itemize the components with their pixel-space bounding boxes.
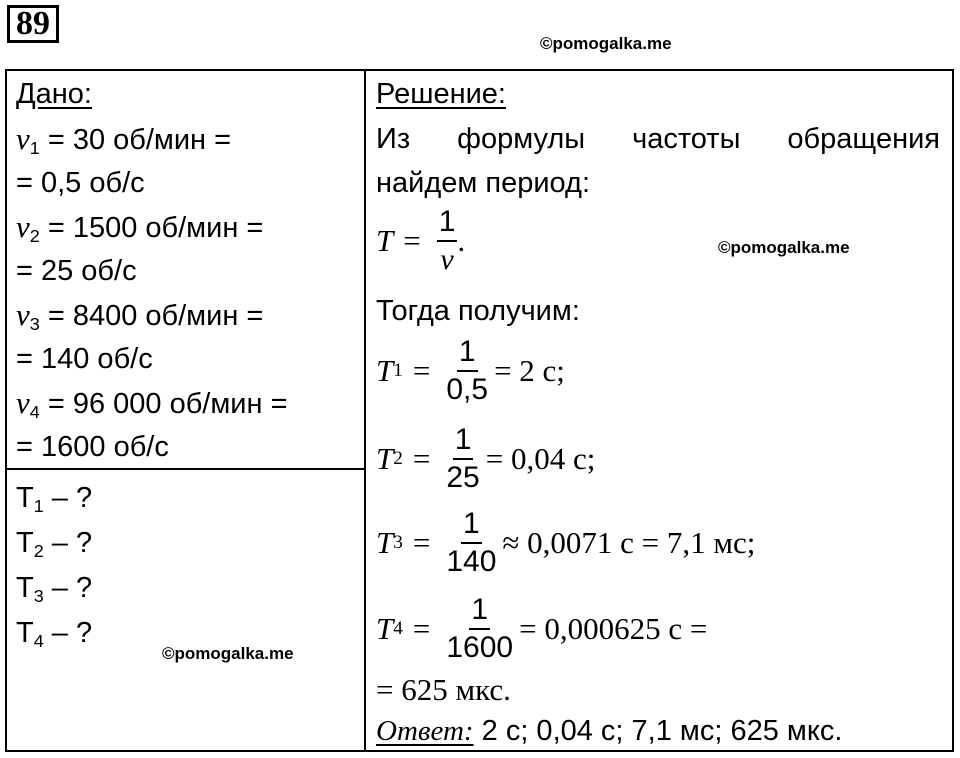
given-line [16, 122, 231, 157]
period-equation: T 4 = $\frac{1}{1600}$ = 0,000625 с = [376, 593, 708, 664]
equation-fraction [446, 422, 479, 496]
equation-fraction [446, 592, 513, 666]
watermark-middle: ©pomogalka.me [718, 238, 850, 257]
period-equation: T 2 = $\frac{1}{25}$ = 0,04 с; [376, 423, 596, 494]
given-text: = 96 000 об/мин = [39, 388, 288, 420]
given-heading: Дано: [16, 78, 92, 110]
solution-heading: Решение: [376, 78, 506, 110]
given-line [16, 210, 263, 245]
equation-result: = 0,04 с; [485, 441, 596, 476]
formula-lhs: T [376, 223, 394, 258]
find-line [16, 571, 92, 605]
given-line [16, 342, 153, 376]
given-line [16, 430, 169, 464]
find-line [16, 526, 92, 560]
equation-lhs: T [376, 441, 394, 476]
equation-lhs: T [376, 611, 394, 646]
find-variable: T [16, 617, 34, 649]
given-text: = 25 об/с [16, 255, 137, 287]
equation-numerator: 1 [457, 334, 478, 372]
given-text: = 1600 об/с [16, 431, 169, 463]
find-variable: T [16, 482, 34, 514]
answer-label: Ответ: [376, 715, 474, 747]
period-equation: T 1 = $\frac{1}{0,5}$ = 2 с; [376, 335, 565, 406]
given-variable: ν [16, 121, 30, 156]
equation-denominator: 1600 [446, 631, 514, 664]
formula-tail: . [457, 223, 466, 258]
equation-equals: = [412, 525, 431, 560]
given-subscript: 2 [29, 226, 40, 247]
equation-fraction [446, 506, 496, 580]
then-line: Тогда получим: [376, 295, 580, 327]
find-text: – ? [43, 572, 93, 604]
given-subscript: 1 [29, 138, 40, 159]
find-subscript: 3 [33, 586, 44, 607]
equation-lhs: T [376, 525, 394, 560]
given-line [16, 298, 263, 333]
column-divider [364, 69, 366, 752]
formula-equals: = [403, 223, 421, 258]
equation-result: = 0,000625 с = [519, 611, 708, 646]
given-line [16, 166, 145, 200]
find-subscript: 1 [33, 496, 44, 517]
equation-fraction [446, 334, 488, 408]
continuation-text: = 625 мкс. [376, 672, 511, 707]
formula-denominator: ν [440, 243, 454, 276]
find-line [16, 481, 92, 515]
formula-fraction [437, 204, 458, 278]
continuation-line [376, 672, 511, 708]
given-line [16, 386, 288, 421]
equation-denominator: 0,5 [446, 373, 489, 406]
equation-result: = 2 с; [494, 353, 565, 388]
equation-numerator: 1 [469, 592, 490, 630]
given-line [16, 254, 137, 288]
solution-intro-line1: Из формулы частоты обращения [376, 123, 940, 155]
watermark-top: ©pomogalka.me [540, 34, 672, 53]
period-equation: T 3 = $\frac{1}{140}$ ≈ 0,0071 с = 7,1 мс; [376, 507, 756, 578]
find-variable: T [16, 527, 34, 559]
equation-denominator: 25 [446, 461, 480, 494]
given-text: = 140 об/с [16, 343, 153, 375]
answer-line [376, 714, 842, 748]
given-text: = 1500 об/мин = [39, 212, 264, 244]
find-subscript: 4 [33, 631, 44, 652]
given-find-divider [5, 468, 366, 470]
find-text: – ? [43, 482, 93, 514]
find-line [16, 616, 92, 650]
problem-number: 89 [7, 5, 59, 43]
equation-numerator: 1 [453, 422, 474, 460]
given-variable: ν [16, 297, 30, 332]
given-variable: ν [16, 385, 30, 420]
find-subscript: 2 [33, 541, 44, 562]
solution-intro-line2: найдем период: [376, 167, 591, 199]
given-text: = 0,5 об/с [16, 167, 145, 199]
given-subscript: 4 [29, 402, 40, 423]
watermark-bottom: ©pomogalka.me [162, 644, 294, 663]
equation-equals: = [412, 353, 431, 388]
given-text: = 30 об/мин = [39, 124, 232, 156]
period-formula [376, 204, 465, 278]
equation-lhs: T [376, 353, 394, 388]
find-text: – ? [43, 617, 93, 649]
formula-numerator: 1 [437, 204, 458, 242]
equation-numerator: 1 [461, 506, 482, 544]
given-subscript: 3 [29, 314, 40, 335]
given-text: = 8400 об/мин = [39, 300, 264, 332]
given-variable: ν [16, 209, 30, 244]
equation-result: ≈ 0,0071 с = 7,1 мс; [502, 525, 756, 560]
find-text: – ? [43, 527, 93, 559]
equation-equals: = [412, 441, 431, 476]
find-variable: T [16, 572, 34, 604]
equation-denominator: 140 [446, 545, 497, 578]
answer-text: 2 с; 0,04 с; 7,1 мс; 625 мкс. [473, 715, 843, 747]
equation-equals: = [412, 611, 431, 646]
